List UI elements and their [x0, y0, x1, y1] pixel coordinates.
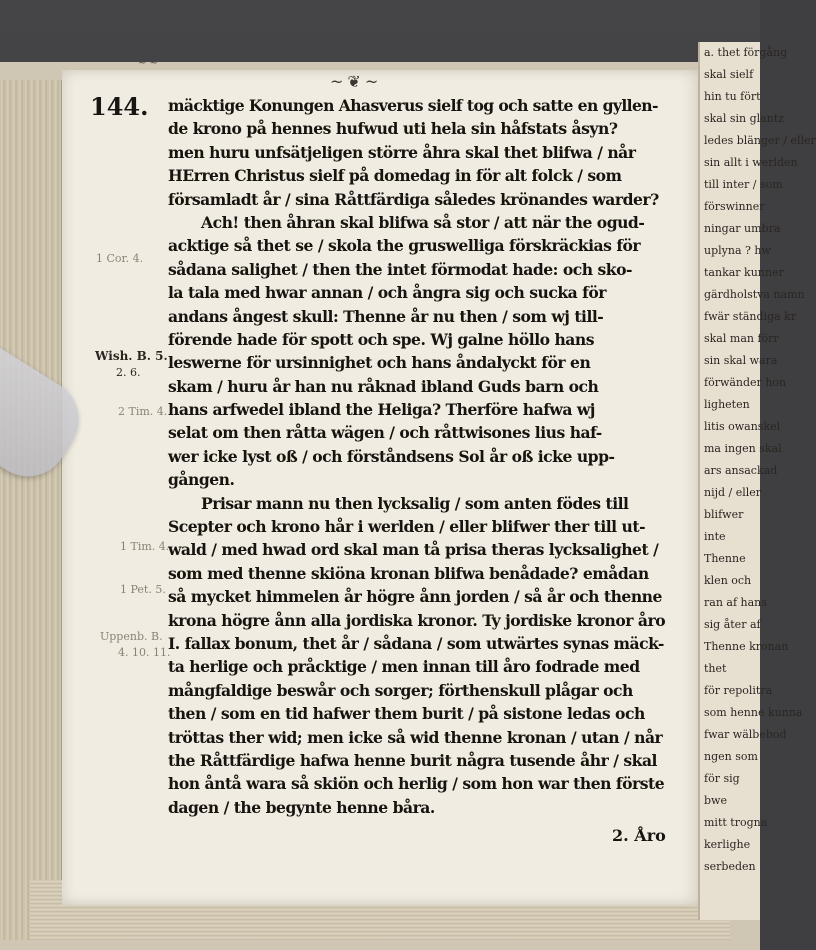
next-page-line: sin skal wara — [704, 354, 778, 367]
text-line: krona högre ånn alla jordiska kronor. Ty jordiske kronor åro — [168, 610, 666, 630]
next-page-line: för repolitra — [704, 684, 773, 697]
next-page-line: inte — [704, 530, 726, 543]
margin-note-tim-1: 2 Tim. 4. — [118, 405, 168, 418]
next-page-line: förswinner — [704, 200, 765, 213]
next-page-line: sig åter af — [704, 618, 761, 631]
text-line: så mycket himmelen år högre ånn jorden / så år och thenne — [168, 587, 662, 607]
next-page-line: litis owanskel — [704, 420, 781, 433]
next-page-line: ledes blänger / eller — [704, 134, 816, 147]
header-ornament: ~❦~ — [330, 72, 383, 91]
next-page-line: tankar kunner — [704, 266, 784, 279]
text-line: gången. — [168, 470, 235, 490]
next-page-line: mitt trogna — [704, 816, 768, 829]
text-line: wer icke lyst oß / och förståndsens Sol år oß icke upp- — [168, 446, 615, 466]
next-page-line: uplyna ? hw — [704, 244, 771, 257]
next-page-line: bwe — [704, 794, 727, 807]
text-line: Scepter och krono hår i werlden / eller blifwer ther till ut- — [168, 517, 646, 537]
text-line: Prisar mann nu then lycksalig / som anten födes till — [201, 493, 629, 513]
text-line: wald / med hwad ord skal man tå prisa theras lycksalighet / — [168, 540, 659, 560]
text-line: la tala med hwar annan / och ångra sig och sucka för — [168, 283, 606, 303]
margin-note-pet: 1 Pet. 5. — [120, 583, 166, 596]
catchword: 2. Åro — [612, 826, 666, 845]
text-line: sådana salighet / then the intet förmodat hade: och sko- — [168, 259, 632, 279]
text-line: förende hade för spott och spe. Wj galne höllo hans — [168, 329, 595, 349]
text-line: Ach! then åhran skal blifwa så stor / att när the ogud- — [201, 212, 645, 232]
text-line: andans ångest skull: Thenne år nu then / som wj till- — [168, 306, 604, 326]
next-page-line: sin allt i werlden — [704, 156, 798, 169]
text-line: församladt år / sina Råttfärdiga således krönandes warder? — [168, 189, 659, 209]
page-edges-left — [0, 80, 62, 940]
margin-note-revelation-ref: 4. 10. 11. — [118, 646, 171, 659]
next-page-line: kerlighe — [704, 838, 751, 851]
text-line: hans arfwedel ibland the Heliga? Therföre hafwa wj — [168, 400, 595, 420]
text-line: I. fallax bonum, thet år / sådana / som utwärtes synas mäck- — [168, 633, 664, 653]
text-line: the Råttfärdige hafwa henne burit några tusende åhr / skal — [168, 750, 657, 770]
next-page-line: fwar wälbebod — [704, 728, 787, 741]
text-line: then / som en tid hafwer them burit / på sistone ledas och — [168, 704, 645, 724]
text-line: HErren Christus sielf på domedag in för alt folck / som — [168, 166, 622, 186]
text-line: dagen / the begynte henne båra. — [168, 797, 435, 817]
next-page-line: ars ansackad — [704, 464, 778, 477]
text-line: de krono på hennes hufwud uti hela sin håfstats åsyn? — [168, 119, 618, 139]
text-line: tröttas ther wid; men icke så wid thenne kronan / utan / når — [168, 727, 663, 747]
text-line: hon åntå wara så skiön och herlig / som hon war then förste — [168, 774, 665, 794]
next-page-line: fwär ständiga kr — [704, 310, 797, 323]
page-number: 144. — [90, 92, 149, 121]
next-page-line: skal man förr — [704, 332, 779, 345]
next-page-line: som henne kunna — [704, 706, 803, 719]
next-page-line: ran af hans — [704, 596, 767, 609]
text-line: mäcktige Konungen Ahasverus sielf tog och satte en gyllen- — [168, 96, 658, 115]
body-text — [168, 94, 668, 819]
next-page-line: skal sielf — [704, 68, 754, 81]
text-line: ta herlige och pråcktige / men innan till åro fodrade med — [168, 657, 640, 677]
next-page-line: Thenne kronan — [704, 640, 789, 653]
next-page-line: ma ingen skal — [704, 442, 782, 455]
text-line: leswerne för ursinnighet och hans åndalyckt för en — [168, 353, 591, 373]
next-page-line: till inter / som — [704, 178, 783, 191]
next-page-line: nijd / eller — [704, 486, 762, 499]
margin-note-revelation: Uppenb. B. — [100, 630, 163, 643]
next-page-line: gärdholstva namn — [704, 288, 805, 301]
margin-note-wisdom-ref: 2. 6. — [116, 366, 141, 379]
margin-note-wisdom: Wish. B. 5. — [95, 349, 168, 363]
text-line: acktige så thet se / skola the gruswelliga förskräckias för — [168, 236, 641, 256]
text-line: mångfaldige beswår och sorger; förthenskull plågar och — [168, 680, 633, 700]
text-line: selat om then råtta wägen / och råttwisones lius haf- — [168, 423, 602, 443]
next-page-line: hin tu fört — [704, 90, 761, 103]
text-line: som med thenne skiöna kronan blifwa benådade? emådan — [168, 563, 649, 583]
next-page-line: klen och — [704, 574, 752, 587]
margin-note-tim-2: 1 Tim. 4. — [120, 540, 170, 553]
margin-note-cor: 1 Cor. 4. — [96, 252, 144, 265]
next-page-line: ningar umbra — [704, 222, 781, 235]
next-page-line: ngen som — [704, 750, 758, 763]
next-page-line: förwänder hon — [704, 376, 787, 389]
text-line: men huru unfsätjeligen större åhra skal thet blifwa / når — [168, 142, 636, 162]
next-page-line: Thenne — [704, 552, 746, 565]
text-line: skam / huru år han nu råknad ibland Guds barn och — [168, 376, 599, 396]
next-page-edge — [698, 42, 816, 920]
next-page-line: skal sin glantz — [704, 112, 785, 125]
next-page-line: ligheten — [704, 398, 750, 411]
next-page-line: för sig — [704, 772, 740, 785]
next-page-line: blifwer — [704, 508, 744, 521]
top-margin-mark: ~ ~ — [138, 58, 158, 69]
next-page-line: a. thet förgång — [704, 46, 788, 59]
next-page-line: thet — [704, 662, 727, 675]
next-page-line: serbeden — [704, 860, 756, 873]
